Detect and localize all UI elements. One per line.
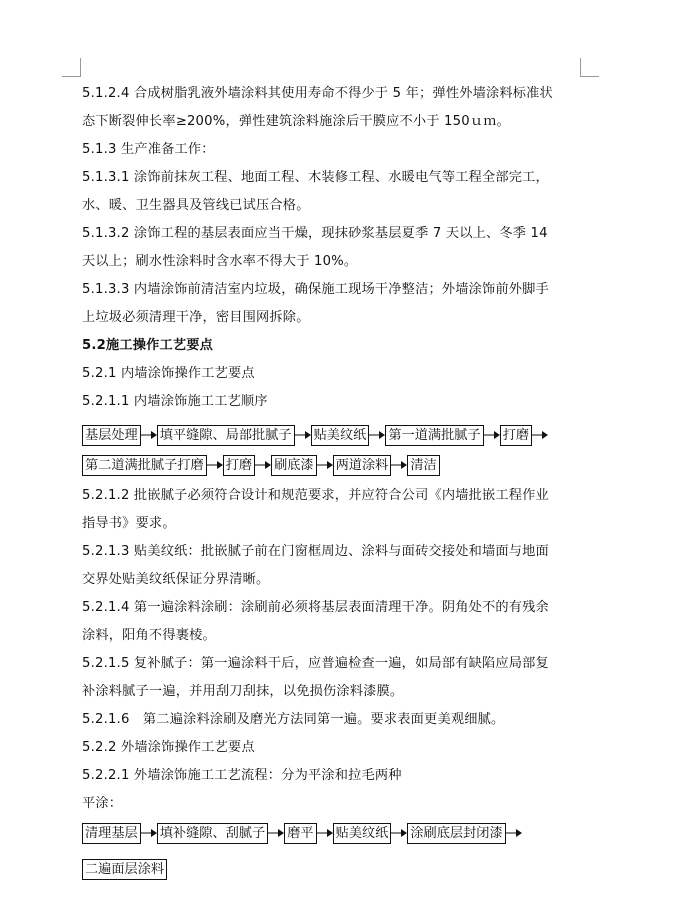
arrow-right-icon [506,827,522,839]
arrow-right-icon [532,429,548,441]
paragraph-line: 5.2.2.1 外墙涂饰施工工艺流程：分为平涂和拉毛两种 [82,768,402,783]
arrow-right-icon [484,429,500,441]
paragraph-line: 5.2.1.4 第一遍涂料涂刷：涂刷前必须将基层表面清理干净。阴角处不的有残余 [82,600,549,615]
paragraph-line: 指导书》要求。 [82,516,176,531]
arrow-right-icon [369,429,385,441]
flow-step: 贴美纹纸 [311,425,370,446]
paragraph-line: 平涂： [82,796,123,811]
process-flow-3 [82,820,602,846]
arrow-right-icon [391,827,407,839]
process-flow-1 [82,422,602,448]
flow-step: 清洁 [407,455,439,476]
paragraph-line: 5.1.3.2 涂饰工程的基层表面应当干燥，现抹砂浆基层夏季 7 天以上、冬季 14 [82,226,548,241]
arrow-right-icon [317,459,333,471]
flow-step: 打磨 [500,425,532,446]
page-corner-mark-top-left [62,58,81,77]
section-heading: 5.2施工操作工艺要点 [82,338,214,353]
paragraph-line: 上垃圾必须清理干净，密目围网拆除。 [82,310,310,325]
flow-step: 两道涂料 [333,455,392,476]
process-flow-4 [82,856,602,882]
paragraph-line: 5.2.1.6 第二遍涂料涂刷及磨光方法同第一遍。要求表面更美观细腻。 [82,712,505,727]
paragraph-line: 5.1.3.1 涂饰前抹灰工程、地面工程、木装修工程、水暖电气等工程全部完工， [82,170,549,185]
arrow-right-icon [141,429,157,441]
paragraph-line: 5.1.2.4 合成树脂乳液外墙涂料其使用寿命不得少于 5 年；弹性外墙涂料标准状 [82,86,553,101]
paragraph-line: 5.2.1.5 复补腻子：第一遍涂料干后，应普遍检查一遍，如局部有缺陷应局部复 [82,656,549,671]
paragraph-line: 5.2.1.1 内墙涂饰施工工艺顺序 [82,394,268,409]
paragraph-line: 5.2.1.2 批嵌腻子必须符合设计和规范要求，并应符合公司《内墙批嵌工程作业 [82,488,549,503]
arrow-right-icon [268,827,284,839]
flow-step: 第一道满批腻子 [385,425,483,446]
arrow-right-icon [207,459,223,471]
flow-step: 涂刷底层封闭漆 [407,823,505,844]
paragraph-line: 5.2.1 内墙涂饰操作工艺要点 [82,366,255,381]
flow-step: 二遍面层涂料 [82,859,167,880]
process-flow-2 [82,452,602,478]
paragraph-line: 水、暖、卫生器具及管线已试压合格。 [82,198,310,213]
flow-step: 填补缝隙、刮腻子 [157,823,269,844]
flow-step: 基层处理 [82,425,141,446]
arrow-right-icon [141,827,157,839]
paragraph-line: 涂料，阳角不得裹棱。 [82,628,216,643]
flow-step: 清理基层 [82,823,141,844]
paragraph-line: 5.1.3.3 内墙涂饰前清洁室内垃圾，确保施工现场干净整洁；外墙涂饰前外脚手 [82,282,549,297]
document-page [82,80,602,886]
paragraph-line: 补涂料腻子一遍，并用刮刀刮抹，以免损伤涂料漆膜。 [82,684,404,699]
paragraph-line: 5.2.1.3 贴美纹纸：批嵌腻子前在门窗框周边、涂料与面砖交接处和墙面与地面 [82,544,549,559]
flow-step: 第二道满批腻子打磨 [82,455,207,476]
paragraph-line: 5.1.3 生产准备工作： [82,142,215,157]
page-corner-mark-top-right [580,58,599,77]
paragraph-line: 态下断裂伸长率≥200%，弹性建筑涂料施涂后干膜应不小于 150ｕｍ。 [82,114,510,129]
arrow-right-icon [255,459,271,471]
arrow-right-icon [295,429,311,441]
flow-step: 贴美纹纸 [333,823,392,844]
flow-step: 填平缝隙、局部批腻子 [157,425,295,446]
arrow-right-icon [317,827,333,839]
flow-step: 打磨 [223,455,255,476]
flow-step: 刷底漆 [271,455,317,476]
arrow-right-icon [391,459,407,471]
paragraph-line: 5.2.2 外墙涂饰操作工艺要点 [82,740,255,755]
paragraph-line: 天以上；刷水性涂料时含水率不得大于 10%。 [82,254,358,269]
flow-step: 磨平 [284,823,316,844]
paragraph-line: 交界处贴美纹纸保证分界清晰。 [82,572,270,587]
